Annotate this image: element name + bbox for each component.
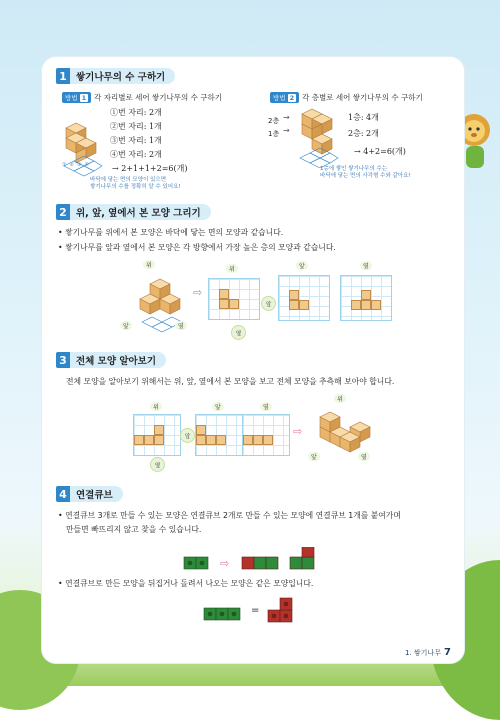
method2-line-2: 2층: 2개	[348, 129, 379, 138]
svg-text:⇨: ⇨	[220, 557, 230, 570]
method1-line-4: ④번 자리: 2개	[110, 150, 162, 159]
section4-cube-example-2b	[264, 596, 306, 626]
section2-grid-label-side: 옆	[360, 261, 372, 270]
footer-chapter: 1. 쌓기나무	[405, 649, 441, 657]
footer-page-number: 7	[443, 647, 451, 658]
section3-text: 전체 모양을 알아보기 위해서는 위, 앞, 옆에서 본 모양을 보고 전체 모양을 추측해 보아야 합니다.	[66, 377, 395, 386]
section2-title: 위, 앞, 옆에서 본 모양 그리기	[70, 204, 211, 220]
section3-arrow-icon: ⇨	[293, 425, 303, 438]
section3-result-label-front: 앞	[308, 452, 320, 461]
floor2-arrow-icon: →	[283, 113, 290, 122]
section3-front-view-grid	[195, 414, 243, 456]
floor2-label: 2층	[268, 117, 280, 125]
section1-title: 쌓기나무의 수 구하기	[70, 68, 175, 84]
section2-header	[56, 203, 211, 221]
section4-bullet-1-line-2: 만들면 빠뜨리지 않고 찾을 수 있습니다.	[66, 525, 202, 534]
section2-front-view-grid	[278, 275, 330, 321]
section4-equals: =	[251, 605, 260, 616]
section2-label-side: 옆	[175, 321, 187, 330]
section1-header	[56, 67, 175, 85]
section2-label-top: 위	[143, 260, 155, 269]
section2-top-view-grid	[208, 278, 260, 320]
section3-top-view-grid	[133, 414, 181, 456]
section4-cube-example-2a	[200, 600, 248, 626]
section3-result-label-side: 옆	[358, 452, 370, 461]
section3-label-top: 위	[150, 402, 162, 411]
section2-side-view-grid	[340, 275, 392, 321]
section2-label-front: 앞	[120, 321, 132, 330]
section2-bubble-2: 옆	[231, 325, 246, 340]
section2-grid-label-top: 위	[226, 264, 238, 273]
section4-cube-example-1	[180, 547, 330, 573]
section2-bullet-2: • 쌓기나무를 앞과 옆에서 본 모양은 각 방향에서 가장 높은 층의 모양과 같습니다.	[58, 243, 336, 252]
method1-position-labels: ① ② ③ ④	[62, 162, 89, 168]
section4-header	[56, 485, 123, 503]
section3-title: 전체 모양 알아보기	[70, 352, 166, 368]
method1-line-2: ②번 자리: 1개	[110, 122, 162, 131]
section3-bubble-2: 옆	[150, 457, 165, 472]
method1-line-1: ①번 자리: 2개	[110, 108, 162, 117]
method2-title: 각 층별로 세어 쌓기나무의 수 구하기	[302, 93, 423, 102]
method2-line-1: 1층: 4개	[348, 113, 379, 122]
section4-bullet-1-line-1: • 연결큐브 3개로 만들 수 있는 모양은 연결큐브 2개로 만들 수 있는 모양에 연결큐브 1개를 붙여가며	[58, 511, 401, 520]
section2-number: 2	[56, 204, 70, 220]
section3-result-cube-figure	[312, 405, 374, 455]
method2-tag: 방법 2	[270, 92, 299, 103]
section2-bubble-1: 앞	[261, 296, 276, 311]
section4-number: 4	[56, 486, 70, 502]
method1-title: 각 자리별로 세어 쌓기나무의 수 구하기	[94, 93, 222, 102]
method1-tag: 방법 1	[62, 92, 91, 103]
section3-bubble-1: 앞	[180, 428, 195, 443]
section3-number: 3	[56, 352, 70, 368]
floor1-label: 1층	[268, 130, 280, 138]
section4-title: 연결큐브	[70, 486, 123, 502]
method2-note: 1층에 쌓인 쌓기나무의 수는 바닥에 닿는 면의 사각형 수와 같아요!	[320, 166, 411, 179]
section1-number: 1	[56, 68, 70, 84]
floor1-arrow-icon: →	[283, 126, 290, 135]
section3-label-side: 옆	[260, 402, 272, 411]
method1-heading	[62, 92, 222, 103]
section3-result-label-top: 위	[334, 394, 346, 403]
section2-bullet-1: • 쌓기나무를 위에서 본 모양은 바닥에 닿는 면의 모양과 같습니다.	[58, 228, 284, 237]
section3-header	[56, 351, 166, 369]
section4-bullet-2: • 연결큐브로 만든 모양을 뒤집거나 돌려서 나오는 모양은 같은 모양입니다.	[58, 579, 314, 588]
method1-sum: → 2+1+1+2=6(개)	[112, 164, 188, 173]
method1-cube-figure	[58, 108, 104, 180]
section3-side-view-grid	[242, 414, 290, 456]
section3-label-front: 앞	[212, 402, 224, 411]
page-footer	[405, 647, 451, 658]
method1-note: 바닥에 닿는 면의 모양이 있으면 쌓기나무의 수를 정확히 알 수 있어요!	[90, 177, 181, 190]
section2-arrow-icon: ⇨	[193, 286, 203, 299]
method1-line-3: ③번 자리: 1개	[110, 136, 162, 145]
method2-sum: → 4+2=6(개)	[354, 147, 406, 156]
method2-cube-figure	[290, 100, 340, 168]
section2-grid-label-front: 앞	[296, 261, 308, 270]
